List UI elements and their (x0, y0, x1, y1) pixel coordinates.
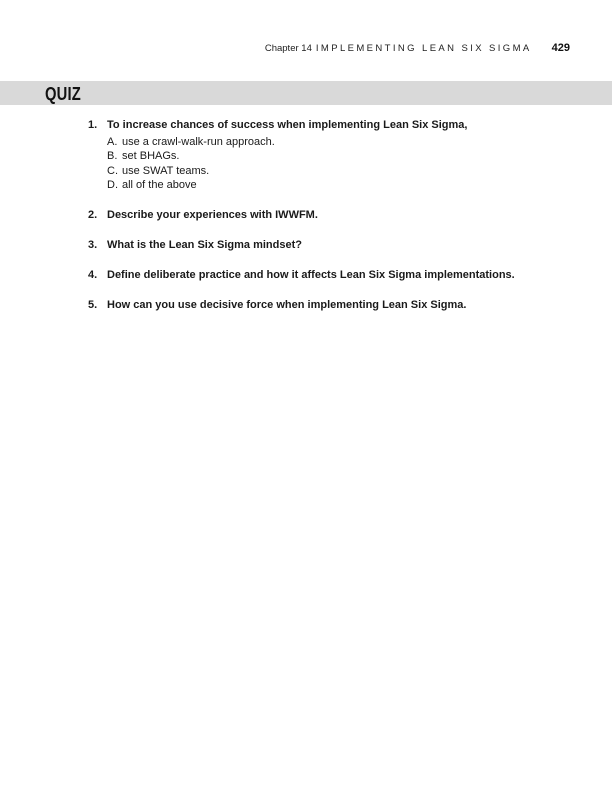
question-text: How can you use decisive force when implementing Lean Six Sigma. (107, 299, 467, 312)
question-number: 5. (88, 299, 98, 312)
option-text: set BHAGs. (122, 150, 180, 163)
question-4 (88, 268, 588, 282)
option-text: all of the above (122, 178, 197, 191)
answer-options (107, 135, 588, 192)
option-letter: B. (107, 150, 118, 163)
question-number: 1. (88, 119, 98, 131)
quiz-heading-band (0, 81, 612, 105)
option-text: use a crawl-walk-run approach. (122, 136, 275, 148)
chapter-label: Chapter 14 (264, 43, 312, 54)
question-1 (88, 118, 588, 192)
option-letter: C. (107, 164, 118, 177)
question-list (88, 118, 588, 328)
question-3 (88, 238, 588, 252)
question-number: 3. (88, 239, 98, 252)
option-letter: A. (107, 136, 118, 148)
question-text: Describe your experiences with IWWFM. (107, 209, 318, 222)
question-text: What is the Lean Six Sigma mindset? (107, 239, 302, 252)
question-2 (88, 208, 588, 222)
option-letter: D. (107, 178, 118, 191)
option-text: use SWAT teams. (122, 164, 210, 177)
question-number: 4. (88, 269, 98, 282)
answer-option-a (107, 135, 588, 149)
question-number: 2. (88, 209, 98, 222)
answer-option-b (107, 149, 588, 163)
answer-option-c (107, 164, 588, 178)
page-number: 429 (551, 42, 570, 54)
running-header (265, 42, 570, 54)
question-5 (88, 298, 588, 312)
chapter-title: IMPLEMENTING LEAN SIX SIGMA (315, 43, 532, 54)
quiz-heading: QUIZ (45, 84, 81, 104)
question-text: Define deliberate practice and how it affects Lean Six Sigma implementations. (107, 269, 515, 282)
question-text: To increase chances of success when implementing Lean Six Sigma, (107, 119, 468, 131)
answer-option-d (107, 178, 588, 192)
